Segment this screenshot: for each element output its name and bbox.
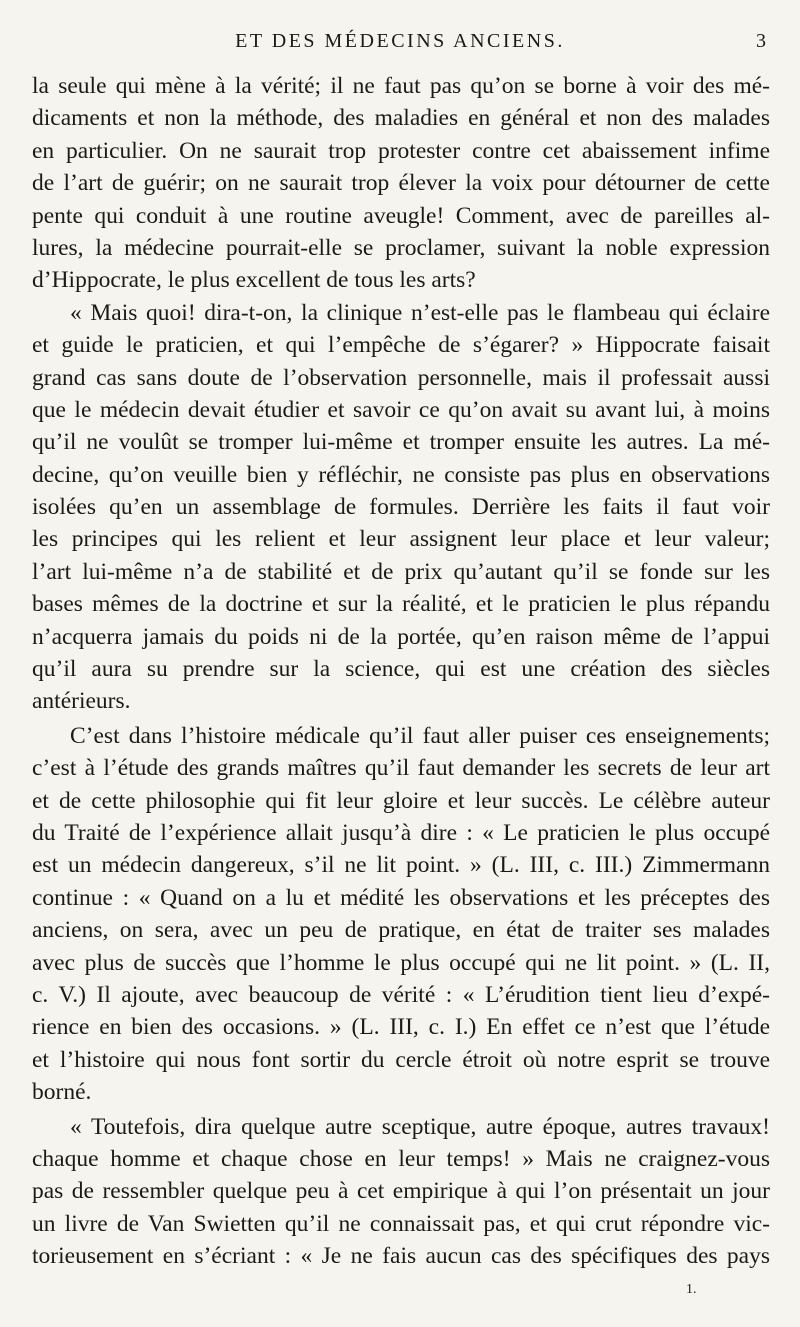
text-line: decine, qu’on veuille bien y réfléchir, ne consiste pas plus en observations — [32, 461, 770, 488]
text-line: et de cette philosophie qui fit leur gloire et leur succès. Le célèbre auteur — [32, 787, 770, 814]
text-line: c. V.) Il ajoute, avec beaucoup de vérité : « L’érudition tient lieu d’expé- — [32, 981, 770, 1008]
text-line: qu’il aura su prendre sur la science, qui est une création des siècles — [32, 656, 770, 683]
text-line: les principes qui les relient et leur assignent leur place et leur valeur; — [32, 526, 770, 553]
body-text — [32, 70, 770, 1272]
text-line: grand cas sans doute de l’observation personnelle, mais il professait aussi — [32, 364, 770, 391]
text-line: est un médecin dangereux, s’il ne lit point. » (L. III, c. III.) Zimmermann — [32, 852, 770, 879]
text-line: « Mais quoi! dira-t-on, la clinique n’est-elle pas le flambeau qui éclaire — [70, 299, 770, 326]
text-line: la seule qui mène à la vérité; il ne faut pas qu’on se borne à voir des mé- — [32, 73, 770, 99]
text-line: en particulier. On ne saurait trop protester contre cet abaissement infime — [32, 137, 770, 164]
text-line: que le médecin devait étudier et savoir ce qu’on avait su avant lui, à moins — [32, 396, 770, 423]
running-header — [0, 30, 800, 60]
text-line: chaque homme et chaque chose en leur temps! » Mais ne craignez-vous — [32, 1145, 770, 1172]
page-number: 3 — [756, 30, 766, 52]
text-line: du Traité de l’expérience allait jusqu’à dire : « Le praticien le plus occupé — [32, 819, 770, 846]
text-line: pente qui conduit à une routine aveugle! Comment, avec de pareilles al- — [32, 202, 770, 229]
text-line: l’art lui-même n’a de stabilité et de prix qu’autant qu’il se fonde sur les — [32, 558, 770, 585]
text-line: anciens, on sera, avec un peu de pratique, en état de traiter ses malades — [32, 917, 770, 944]
text-line: de l’art de guérir; on ne saurait trop élever la voix pour détourner de cette — [32, 170, 770, 197]
text-line: torieusement en s’écriant : « Je ne fais aucun cas des spécifiques des pays — [32, 1243, 770, 1270]
text-line: continue : « Quand on a lu et médité les observations et les préceptes des — [32, 884, 770, 911]
text-line: un livre de Van Swietten qu’il ne connaissait pas, et qui crut répondre vic- — [32, 1210, 770, 1237]
text-line: pas de ressembler quelque peu à cet empirique à qui l’on présentait un jour — [32, 1178, 770, 1205]
signature-mark: 1. — [686, 1282, 697, 1297]
text-line: avec plus de succès que l’homme le plus occupé qui ne lit point. » (L. II, — [32, 949, 770, 976]
text-line: isolées qu’en un assemblage de formules. Derrière les faits il faut voir — [32, 494, 770, 521]
text-line: et l’histoire qui nous font sortir du cercle étroit où notre esprit se trouve — [32, 1046, 770, 1073]
text-line: C’est dans l’histoire médicale qu’il faut aller puiser ces enseignements; — [70, 722, 770, 749]
text-line: bases mêmes de la doctrine et sur la réalité, et le praticien le plus répandu — [32, 591, 770, 618]
text-line: qu’il ne voulût se tromper lui-même et tromper ensuite les autres. La mé- — [32, 429, 770, 456]
text-line: d’Hippocrate, le plus excellent de tous les arts? — [32, 267, 476, 294]
text-line: lures, la médecine pourrait-elle se proclamer, suivant la noble expression — [32, 234, 770, 261]
text-line: « Toutefois, dira quelque autre sceptique, autre époque, autres travaux! — [70, 1113, 770, 1140]
running-title: ET DES MÉDECINS ANCIENS. — [235, 30, 565, 52]
text-line: borné. — [32, 1079, 92, 1106]
text-line: rience en bien des occasions. » (L. III, c. I.) En effet ce n’est que l’étude — [32, 1014, 770, 1041]
text-line: et guide le praticien, et qui l’empêche de s’égarer? » Hippocrate faisait — [32, 332, 770, 359]
text-line: dicaments et non la méthode, des maladies en général et non des malades — [32, 105, 770, 132]
text-line: antérieurs. — [32, 688, 131, 715]
text-line: c’est à l’étude des grands maîtres qu’il faut demander les secrets de leur art — [32, 755, 770, 782]
text-line: n’acquerra jamais du poids ni de la portée, qu’en raison même de l’appui — [32, 623, 770, 650]
